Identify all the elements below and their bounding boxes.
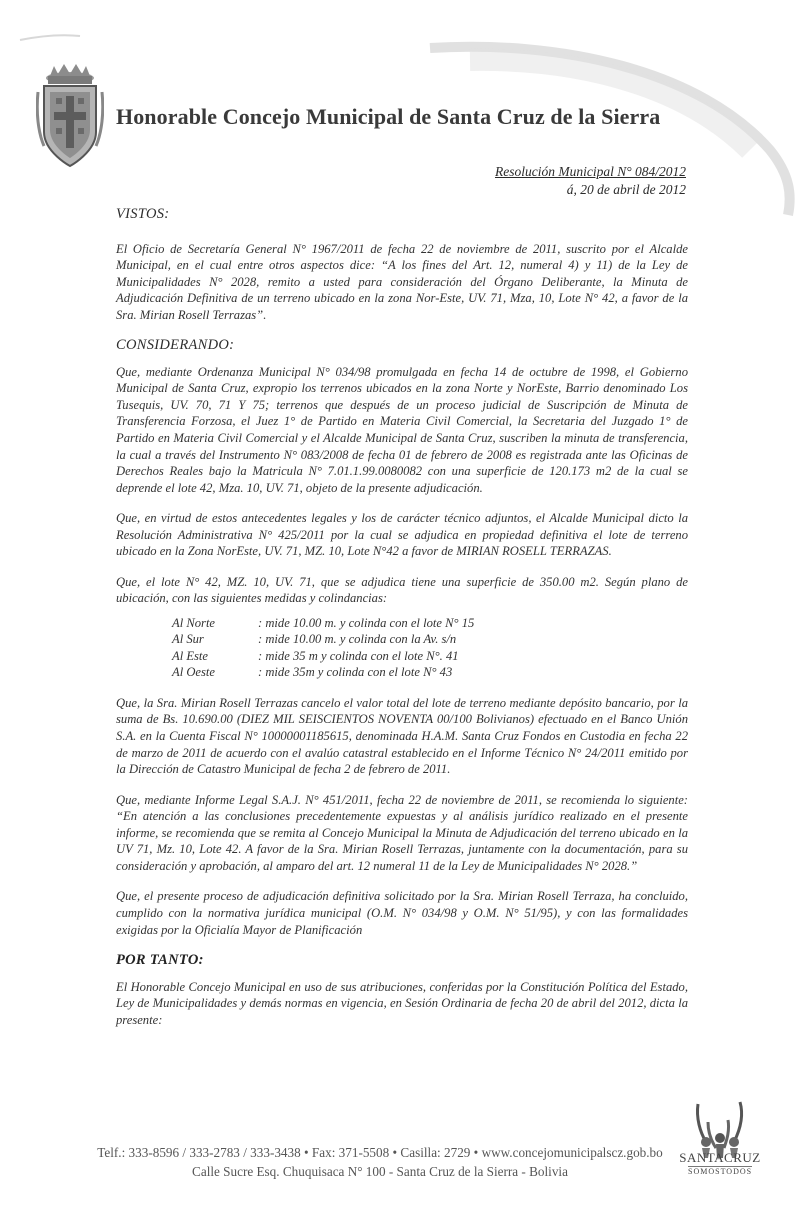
boundary-row [172, 631, 688, 648]
boundary-desc: : mide 35 m y colinda con el lote N°. 41 [258, 648, 459, 663]
boundary-row [172, 664, 688, 681]
resolution-number: Resolución Municipal N° 084/2012 [494, 164, 686, 179]
vistos-paragraph: El Oficio de Secretaría General N° 1967/2011 de fecha 22 de noviembre de 2011, suscrito por el Alcalde Municipal, en el cual entre otros aspectos dice: “A los fines del Art. 12, numeral 4) y 11) de la Ley de Municipalidades N° 2028, remito a usted para consideración del Órgano Deliberante, la Minuta de Adjudicación Definitiva de un terreno ubicado en la zona Nor-Este, UV. 71, Mza, 10, Lote N° 42, a favor de la Sra. Mirian Rosell Terrazas”. [116, 241, 688, 322]
boundary-row [172, 648, 688, 665]
logo-tagline: SOMOSTODOS [688, 1167, 753, 1176]
footer [60, 1143, 700, 1181]
boundary-desc: : mide 10.00 m. y colinda con la Av. s/n [258, 632, 457, 647]
logo-name: SANTACRUZ [679, 1150, 761, 1165]
document-body [116, 206, 688, 1042]
boundary-label: Al Sur [172, 632, 204, 647]
vistos-heading: VISTOS: [116, 206, 170, 222]
boundary-desc: : mide 35m y colinda con el lote N° 43 [258, 665, 453, 680]
boundary-desc: : mide 10.00 m. y colinda con el lote N° 15 [258, 615, 475, 630]
considerando-paragraph: Que, mediante Ordenanza Municipal N° 034/98 promulgada en fecha 14 de octubre de 1998, el Gobierno Municipal de Santa Cruz, expropio los terrenos ubicados en la zona Norte y NorEste, Barrio denominado Los Tusequis, UV. 70, 71 Y 75; terrenos que después de un proceso judicial de Suscripción de Minuta de Transferencia Forzosa, el Juez 1° de Partido en Materia Civil Comercial, la Secretaria del Juzgado 1° de Partido en Materia Civil Comercial y el Alcalde Municipal de Santa Cruz, suscriben la minuta de transferencia, la cual a través del Instrumento N° 083/2008 de fecha 01 de febrero de 2008 es registrada ante las Oficinas de Derechos Reales bajo la Matricula N° 7.01.1.99.0080082 con una superficie de 120.173 m2 de la cual se deprende el lote 42, Mza. 10, UV. 71, objeto de la presente adjudicación. [116, 364, 688, 495]
header-title: Honorable Concejo Municipal de Santa Cruz de la Sierra [116, 104, 661, 129]
footer-contact: Telf.: 333-8596 / 333-2783 / 333-3438 • Fax: 371-5508 • Casilla: 2729 • www.concejomunicipalscz.gob.bo [97, 1145, 663, 1160]
resolution-date: á, 20 de abril de 2012 [566, 182, 686, 197]
boundaries-list [172, 615, 688, 681]
por-tanto-heading: POR TANTO: [116, 952, 204, 969]
boundary-label: Al Oeste [172, 665, 216, 680]
footer-address: Calle Sucre Esq. Chuquisaca N° 100 - Santa Cruz de la Sierra - Bolivia [192, 1164, 568, 1179]
considerando-heading: CONSIDERANDO: [116, 337, 235, 354]
considerando-paragraph: Que, el lote N° 42, MZ. 10, UV. 71, que se adjudica tiene una superficie de 350.00 m2. Según plano de ubicación, con las siguientes medidas y colindancias: [116, 574, 688, 606]
boundary-row [172, 615, 688, 632]
considerando-paragraph: Que, la Sra. Mirian Rosell Terrazas cancelo el valor total del lote de terreno mediante depósito bancario, por la suma de Bs. 10.690.00 (DIEZ MIL SEISCIENTOS NOVENTA 00/100 Bolivianos) efectuado en el Banco Unión S.A. en la Cuenta Fiscal N° 10000001185615, denominada H.A.M. Santa Cruz Fondos en Custodia en fecha 22 de marzo de 2011 de acuerdo con el avalúo catastral establecido en el Informe Técnico N° 24/2011 emitido por la Dirección de Catastro Municipal de fecha 2 de febrero de 2011. [116, 695, 688, 777]
resolution-block [495, 163, 686, 199]
boundary-label: Al Norte [172, 615, 216, 630]
boundary-label: Al Este [172, 648, 209, 663]
considerando-paragraph: Que, en virtud de estos antecedentes legales y los de carácter técnico adjuntos, el Alcalde Municipal dicto la Resolución Administrativa N° 425/2011 por la cual se adjudica en propiedad definitiva el lote de terreno ubicado en la Zona NorEste, UV. 71, MZ. 10, Lote N°42 a favor de MIRIAN ROSELL TERRAZAS. [116, 511, 688, 559]
por-tanto-paragraph: El Honorable Concejo Municipal en uso de sus atribuciones, conferidas por la Constitución Política del Estado, Ley de Municipalidades y demás normas en vigencia, en Sesión Ordinaria de fecha 20 de abril del 2012, dicta la presente: [116, 979, 688, 1027]
coat-of-arms-icon [36, 62, 104, 170]
considerando-paragraph: Que, mediante Informe Legal S.A.J. N° 451/2011, fecha 22 de noviembre de 2011, se recomienda lo siguiente: “En atención a las conclusiones precedentemente expuestas y al análisis jurídico realizado en el presente informe, se recomienda que se remita al Concejo Municipal la Minuta de Adjudicación del terreno ubicado en la UV 71, Mz. 10, Lote 42. A favor de la Sra. Mirian Rosell Terrazas, juntamente con la documentación, para su consideración y aprobación, al amparo del art. 12 numeral 11 de la Ley de Municipalidades N° 2028.” [116, 792, 688, 873]
considerando-paragraph: Que, el presente proceso de adjudicación definitiva solicitado por la Sra. Mirian Rosell Terraza, ha concluido, cumplido con la normativa jurídica municipal (O.M. N° 034/98 y O.M. N° 51/95), y con las formalidades exigidas por la Oficialía Mayor de Planificación [116, 889, 688, 937]
